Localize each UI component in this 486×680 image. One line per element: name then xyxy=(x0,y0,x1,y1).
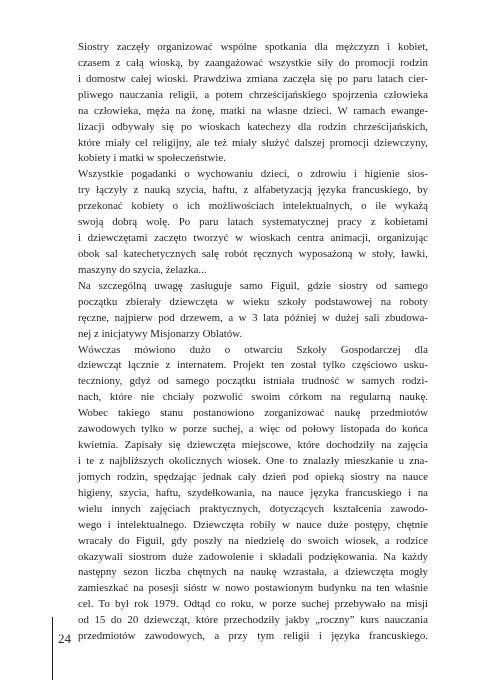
text-line: początku zbierały dziewczęta w wieku szkoły podstawowej na roboty xyxy=(78,295,428,308)
text-line: pliwego nauczania religii, a potem chrześcijańskiego spojrzenia człowieka xyxy=(78,88,428,101)
page-number: 24 xyxy=(58,631,71,646)
text-line: wielu innych zajęciach praktycznych, dotyczących kształcenia zawodo- xyxy=(78,502,428,515)
text-line: i dziewczętami zaczęto tworzyć w wioskach centra animacji, organizując xyxy=(78,232,428,245)
text-line: wego i intelektualnego. Dziewczęta robiły w nauce duże postępy, chętnie xyxy=(78,518,428,531)
text-line: dziewcząt łącznie z internatem. Projekt ten został tylko częściowo usku- xyxy=(78,359,428,372)
paragraph-1 xyxy=(64,40,428,167)
text-line: Wszystkie pogadanki o wychowaniu dzieci, o zdrowiu i higienie sios- xyxy=(78,168,428,181)
text-line: jomych rodzin, spędzając jednak cały dzień pod opieką siostry na nauce xyxy=(78,470,428,483)
text-line: nej z inicjatywy Misjonarzy Oblatów. xyxy=(78,327,243,340)
text-line: wracały do Figuil, gdy poszły na niedzielę do swoich wiosek, a rodzice xyxy=(78,534,428,547)
text-line: maszyny do szycia, żelazka... xyxy=(78,263,207,276)
text-line: Siostry zaczęły organizować wspólne spotkania dla mężczyzn i kobiet, xyxy=(78,41,428,53)
paragraph-4 xyxy=(64,343,428,646)
text-line: które miały cel religijny, ale też miały służyć dalszej promocji dziewczyny, xyxy=(78,136,428,149)
text-line: zawodowych tylko w porze suchej, a więc od połowy listopada do końca xyxy=(78,423,428,436)
text-line: przekonać kobiety o ich możliwościach intelektualnych, o ile wykażą xyxy=(78,200,428,213)
text-line: i te z najbliższych okolicznych wiosek. One to znalazły mieszkanie u zna- xyxy=(78,454,428,467)
text-line: try łączyły z nauką szycia, haftu, z alfabetyzacją języka francuskiego, by xyxy=(78,184,428,197)
text-line: na człowieka, męża na żonę, matki na własne dzieci. W ramach ewange- xyxy=(78,104,428,117)
text-line: przedmiotów zawodowych, a przy tym religii i języka francuskiego. xyxy=(78,630,428,643)
text-line: czasem z całą wioską, by zaangażować wszystkie siły do promocji rodzin xyxy=(78,56,428,69)
paragraph-2 xyxy=(64,167,428,278)
text-line: teczniony, gdyż od samego początku istniała trudność w samych rodzi- xyxy=(78,375,428,388)
text-line: zamieszkać na posesji sióstr w nowo postawionym budynku na ten właśnie xyxy=(78,582,428,595)
paragraph-3 xyxy=(64,279,428,343)
text-line: swoją dobrą wolę. Po paru latach systematycznej pracy z kobietami xyxy=(78,216,428,229)
text-line: okazywali siostrom duże zadowolenie i składali podziękowania. Na każdy xyxy=(78,550,428,563)
text-line: Wobec takiego stanu postanowiono zorganizować naukę przedmiotów xyxy=(78,407,428,420)
page-number-rule xyxy=(52,617,53,680)
text-line: Wówczas mówiono dużo o otwarciu Szkoły Gospodarczej dla xyxy=(78,343,428,356)
text-line: nach, które nie chciały pozwolić swoim córkom na regularną naukę. xyxy=(78,391,428,404)
text-line: ręczne, najpierw pod drzewem, a w 3 lata później w dużej sali zbudowa- xyxy=(78,311,428,324)
text-line: higieny, szycia, haftu, szydełkowania, na nauce języka francuskiego i na xyxy=(78,486,428,499)
text-line: obok sal katechetycznych salę robót ręcznych wyposażoną w stoły, ławki, xyxy=(78,247,428,260)
text-line: i domostw całej wioski. Prawdziwa zmiana zaczęła się po paru latach cier- xyxy=(78,72,428,85)
text-line: następny sezon liczba chętnych na naukę wzrastała, a dziewczęta mogły xyxy=(78,566,428,579)
text-line: Na szczególną uwagę zasługuje samo Figuil, gdzie siostry od samego xyxy=(78,279,428,292)
text-line: lizacji odbywały się po wioskach katechezy dla rodzin chrześcijańskich, xyxy=(78,120,428,133)
text-line: od 15 do 20 dziewcząt, które przechodziły jakby „roczny” kurs nauczania xyxy=(78,614,428,627)
text-line: kobiety i matki w społeczeństwie. xyxy=(78,152,226,165)
page-body xyxy=(64,40,428,645)
text-line: cel. To był rok 1979. Odtąd co roku, w porze suchej przebywało na misji xyxy=(78,598,428,611)
text-line: kwietnia. Zapisały się dziewczęta miejscowe, które dochodziły na zajęcia xyxy=(78,439,428,452)
